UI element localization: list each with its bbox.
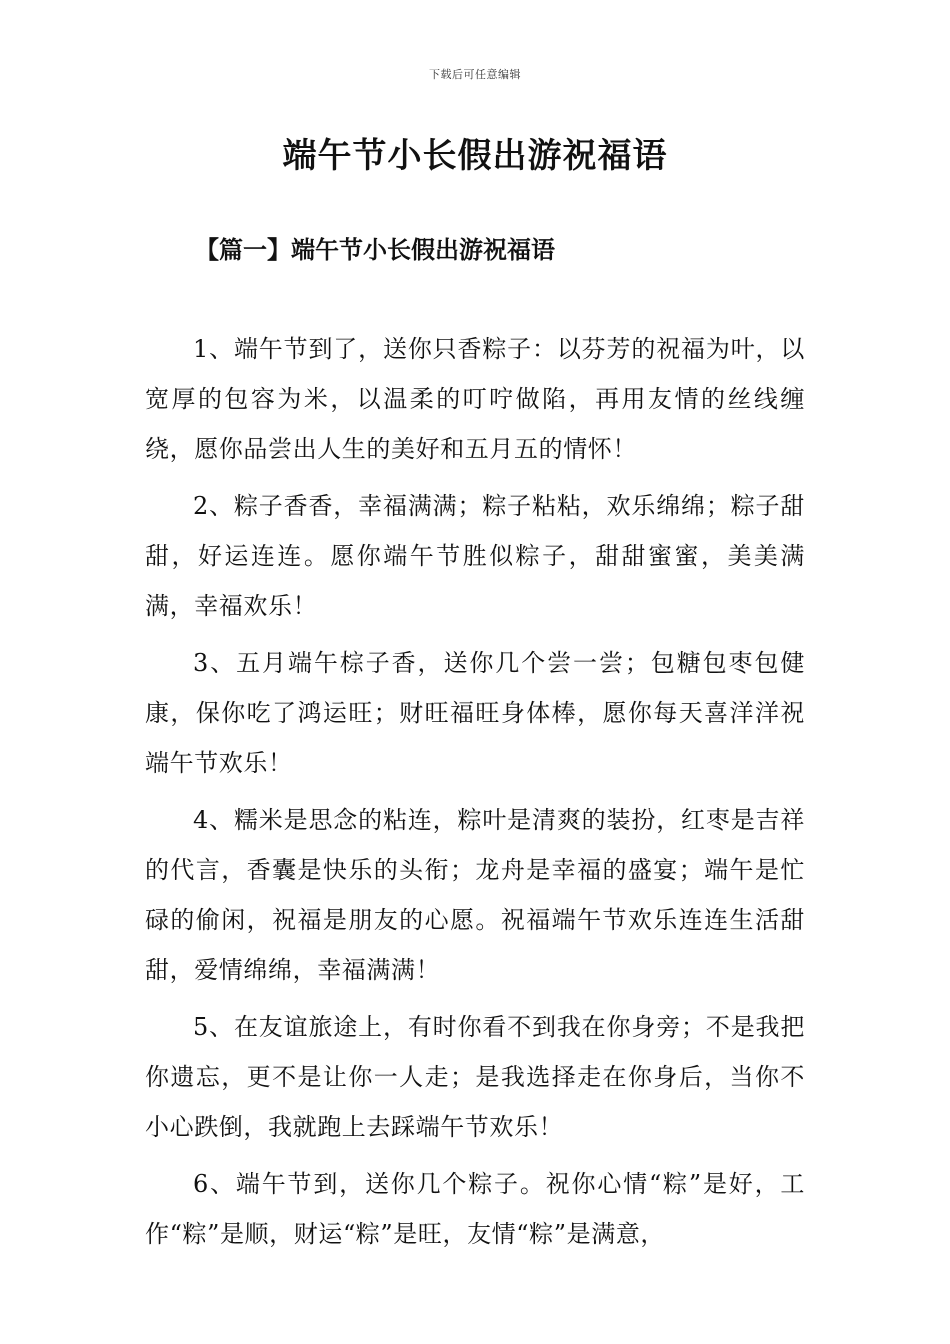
paragraph-2: 2、粽子香香，幸福满满；粽子粘粘，欢乐绵绵；粽子甜甜，好运连连。愿你端午节胜似粽子，甜甜蜜蜜，美美满满，幸福欢乐！ [145, 492, 805, 620]
paragraph-4: 4、糯米是思念的粘连，粽叶是清爽的装扮，红枣是吉祥的代言，香囊是快乐的头衔；龙舟是幸福的盛宴；端午是忙碌的偷闲，祝福是朋友的心愿。祝福端午节欢乐连连生活甜甜，爱情绵绵，幸福满满！ [145, 806, 805, 984]
document-body [145, 324, 805, 1324]
document-title: 端午节小长假出游祝福语 [282, 136, 668, 176]
paragraph-6: 6、端午节到，送你几个粽子。祝你心情“粽”是好，工作“粽”是顺，财运“粽”是旺，友情“粽”是满意， [145, 1170, 805, 1248]
section-heading: 【篇一】端午节小长假出游祝福语 [195, 235, 555, 264]
paragraph-3: 3、五月端午棕子香，送你几个尝一尝；包糖包枣包健康，保你吃了鸿运旺；财旺福旺身体棒，愿你每天喜洋洋祝端午节欢乐！ [145, 649, 805, 777]
paragraph-5: 5、在友谊旅途上，有时你看不到我在你身旁；不是我把你遗忘，更不是让你一人走；是我选择走在你身后，当你不小心跌倒，我就跑上去踩端午节欢乐！ [145, 1013, 805, 1141]
paragraph-1: 1、端午节到了，送你只香粽子：以芬芳的祝福为叶，以宽厚的包容为米，以温柔的叮咛做陷，再用友情的丝线缠绕，愿你品尝出人生的美好和五月五的情怀！ [145, 335, 805, 463]
header-note: 下载后可任意编辑 [429, 68, 521, 81]
